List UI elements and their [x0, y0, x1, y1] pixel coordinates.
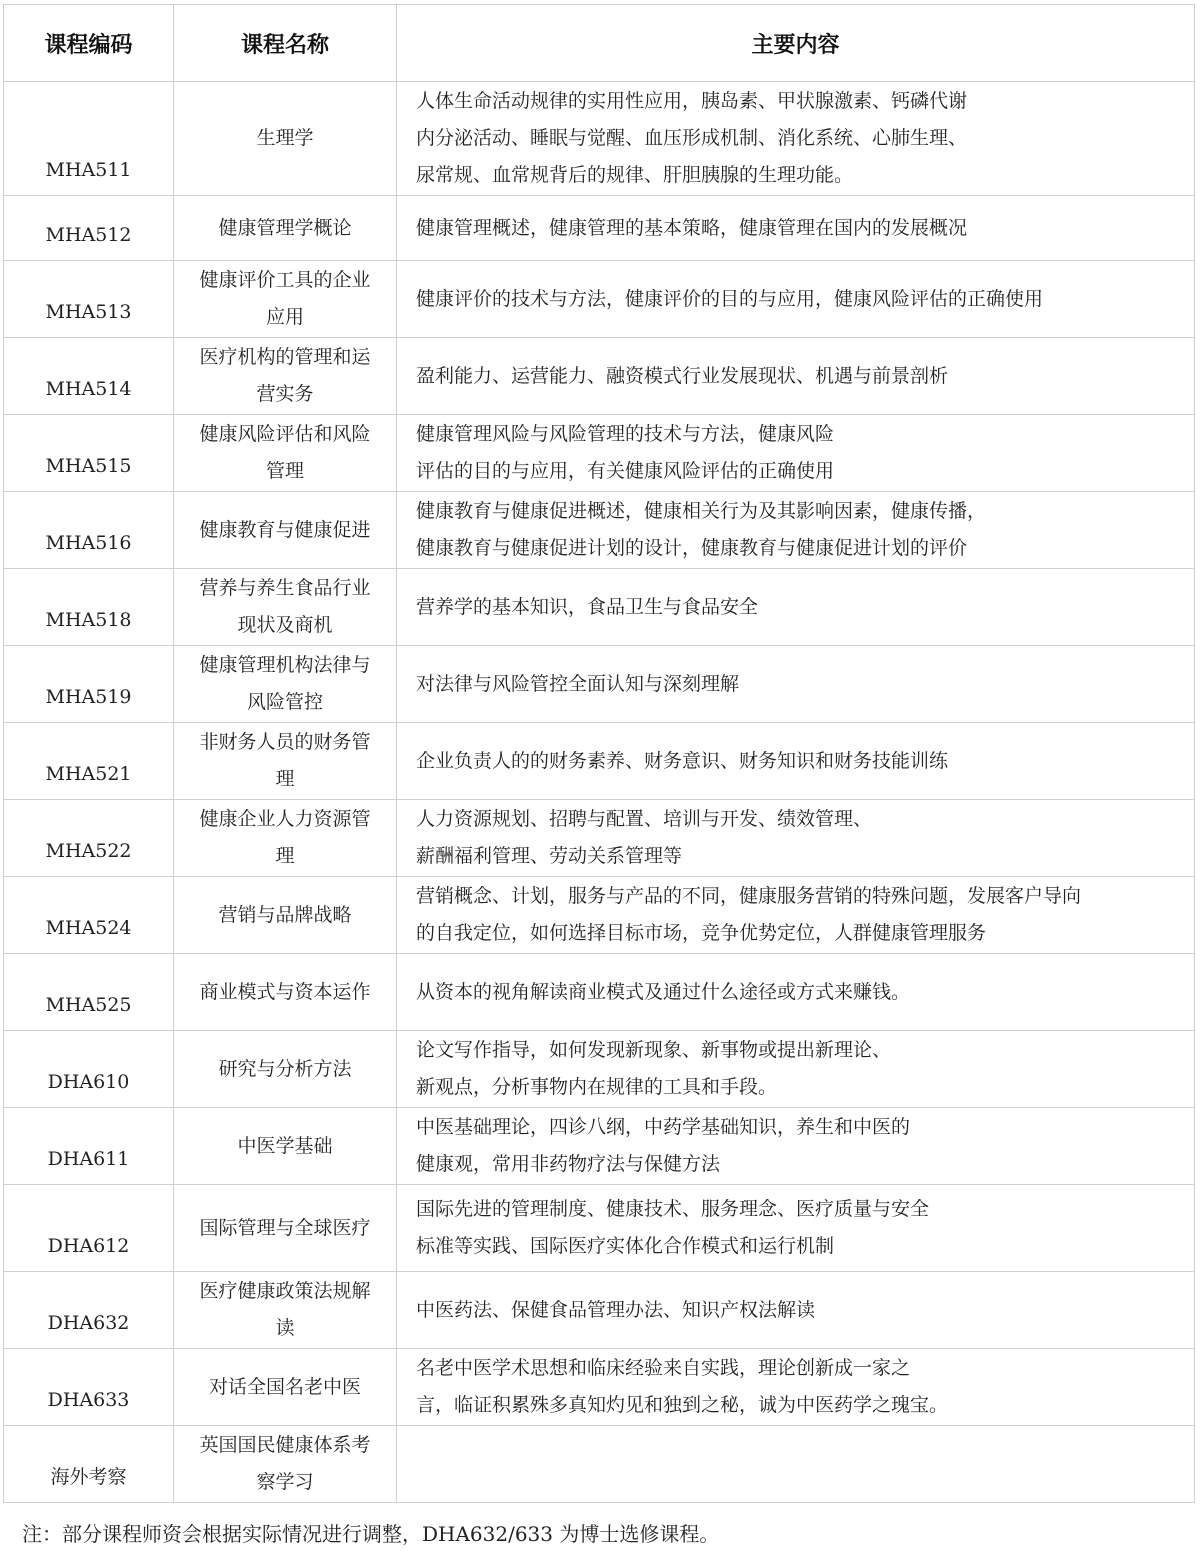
table-row — [4, 1185, 1195, 1272]
course-content-cell: 论文写作指导，如何发现新现象、新事物或提出新理论、 新观点，分析事物内在规律的工具和手段。 — [397, 1031, 1195, 1108]
course-code-cell: DHA632 — [4, 1272, 174, 1349]
table-row — [4, 261, 1195, 338]
table-row — [4, 1108, 1195, 1185]
course-table — [3, 4, 1195, 1503]
course-content-cell: 营养学的基本知识，食品卫生与食品安全 — [397, 569, 1195, 646]
course-content-cell: 健康管理概述，健康管理的基本策略，健康管理在国内的发展概况 — [397, 196, 1195, 261]
course-name-cell: 研究与分析方法 — [174, 1031, 397, 1108]
header-course-name: 课程名称 — [174, 5, 397, 82]
course-code-cell: MHA514 — [4, 338, 174, 415]
course-code-cell: DHA612 — [4, 1185, 174, 1272]
course-name-cell: 对话全国名老中医 — [174, 1349, 397, 1426]
course-content-cell: 中医基础理论，四诊八纲，中药学基础知识，养生和中医的 健康观，常用非药物疗法与保健方法 — [397, 1108, 1195, 1185]
course-content-cell: 人体生命活动规律的实用性应用，胰岛素、甲状腺激素、钙磷代谢 内分泌活动、睡眠与觉醒、血压形成机制、消化系统、心肺生理、 尿常规、血常规背后的规律、肝胆胰腺的生理功能。 — [397, 82, 1195, 196]
table-row — [4, 492, 1195, 569]
course-content-cell: 人力资源规划、招聘与配置、培训与开发、绩效管理、 薪酬福利管理、劳动关系管理等 — [397, 800, 1195, 877]
course-name-cell: 健康管理机构法律与风险管控 — [174, 646, 397, 723]
table-row — [4, 954, 1195, 1031]
course-code-cell: MHA525 — [4, 954, 174, 1031]
header-course-code: 课程编码 — [4, 5, 174, 82]
course-content-cell: 名老中医学术思想和临床经验来自实践，理论创新成一家之 言，临证积累殊多真知灼见和独到之秘，诚为中医药学之瑰宝。 — [397, 1349, 1195, 1426]
course-name-cell: 健康管理学概论 — [174, 196, 397, 261]
table-row — [4, 1349, 1195, 1426]
course-name-cell: 中医学基础 — [174, 1108, 397, 1185]
course-name-cell: 医疗健康政策法规解读 — [174, 1272, 397, 1349]
course-content-cell: 盈利能力、运营能力、融资模式行业发展现状、机遇与前景剖析 — [397, 338, 1195, 415]
course-name-cell: 生理学 — [174, 82, 397, 196]
course-code-cell: MHA511 — [4, 82, 174, 196]
course-content-cell: 对法律与风险管控全面认知与深刻理解 — [397, 646, 1195, 723]
table-row — [4, 800, 1195, 877]
course-code-cell: MHA522 — [4, 800, 174, 877]
table-row — [4, 338, 1195, 415]
table-row — [4, 1031, 1195, 1108]
table-row — [4, 82, 1195, 196]
course-code-cell: MHA521 — [4, 723, 174, 800]
course-code-cell: DHA611 — [4, 1108, 174, 1185]
course-name-cell: 商业模式与资本运作 — [174, 954, 397, 1031]
course-code-cell: MHA518 — [4, 569, 174, 646]
course-name-cell: 健康评价工具的企业应用 — [174, 261, 397, 338]
course-code-cell: 海外考察 — [4, 1426, 174, 1503]
table-row — [4, 415, 1195, 492]
table-row — [4, 723, 1195, 800]
course-name-cell: 英国国民健康体系考察学习 — [174, 1426, 397, 1503]
course-content-cell: 中医药法、保健食品管理办法、知识产权法解读 — [397, 1272, 1195, 1349]
course-code-cell: MHA515 — [4, 415, 174, 492]
header-main-content: 主要内容 — [397, 5, 1195, 82]
header-row — [4, 5, 1195, 82]
course-content-cell: 健康评价的技术与方法，健康评价的目的与应用，健康风险评估的正确使用 — [397, 261, 1195, 338]
course-content-cell: 从资本的视角解读商业模式及通过什么途径或方式来赚钱。 — [397, 954, 1195, 1031]
course-content-cell: 国际先进的管理制度、健康技术、服务理念、医疗质量与安全 标准等实践、国际医疗实体化合作模式和运行机制 — [397, 1185, 1195, 1272]
course-name-cell: 健康风险评估和风险管理 — [174, 415, 397, 492]
course-name-cell: 营销与品牌战略 — [174, 877, 397, 954]
course-code-cell: MHA524 — [4, 877, 174, 954]
table-row — [4, 877, 1195, 954]
course-code-cell: MHA519 — [4, 646, 174, 723]
course-code-cell: MHA516 — [4, 492, 174, 569]
course-code-cell: MHA512 — [4, 196, 174, 261]
course-name-cell: 营养与养生食品行业现状及商机 — [174, 569, 397, 646]
course-code-cell: MHA513 — [4, 261, 174, 338]
course-content-cell: 健康管理风险与风险管理的技术与方法，健康风险 评估的目的与应用，有关健康风险评估的正确使用 — [397, 415, 1195, 492]
table-row — [4, 569, 1195, 646]
table-row — [4, 646, 1195, 723]
course-content-cell: 健康教育与健康促进概述，健康相关行为及其影响因素，健康传播， 健康教育与健康促进计划的设计，健康教育与健康促进计划的评价 — [397, 492, 1195, 569]
course-name-cell: 国际管理与全球医疗 — [174, 1185, 397, 1272]
course-table-body — [4, 82, 1195, 1503]
course-content-cell: 营销概念、计划，服务与产品的不同，健康服务营销的特殊问题，发展客户导向 的自我定位，如何选择目标市场，竞争优势定位，人群健康管理服务 — [397, 877, 1195, 954]
course-content-cell: 企业负责人的的财务素养、财务意识、财务知识和财务技能训练 — [397, 723, 1195, 800]
course-name-cell: 健康教育与健康促进 — [174, 492, 397, 569]
footnote: 注：部分课程师资会根据实际情况进行调整，DHA632/633 为博士选修课程。 — [22, 1522, 720, 1546]
table-row — [4, 1272, 1195, 1349]
course-code-cell: DHA633 — [4, 1349, 174, 1426]
table-row — [4, 196, 1195, 261]
table-row — [4, 1426, 1195, 1503]
course-name-cell: 健康企业人力资源管理 — [174, 800, 397, 877]
course-code-cell: DHA610 — [4, 1031, 174, 1108]
course-name-cell: 非财务人员的财务管理 — [174, 723, 397, 800]
course-name-cell: 医疗机构的管理和运营实务 — [174, 338, 397, 415]
course-content-cell — [397, 1426, 1195, 1503]
